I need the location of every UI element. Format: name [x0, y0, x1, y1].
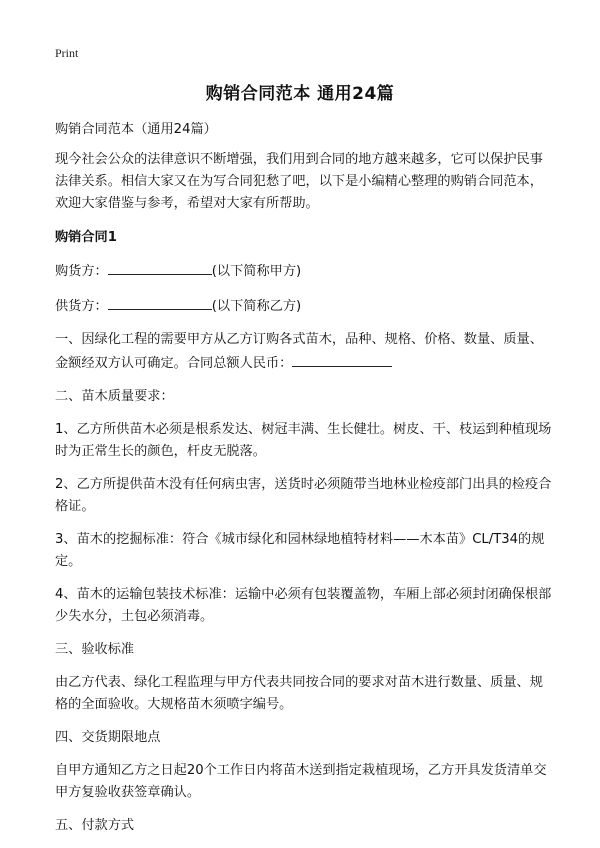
clause-3-body: 由乙方代表、绿化工程监理与甲方代表共同按合同的要求对苗木进行数量、质量、规格的全面验收。大规格苗木须喷字编号。 [55, 675, 543, 712]
clause-4-heading: 四、交货期限地点 [55, 730, 161, 745]
document-body [55, 119, 555, 848]
document-title: 购销合同范本 通用24篇 [205, 84, 395, 104]
clause-2-item-2: 2、乙方所提供苗木没有任何病虫害，送货时必须随带当地林业检疫部门出具的检疫合格证。 [55, 477, 552, 514]
contract-total-blank [292, 351, 392, 367]
print-label: Print [55, 46, 79, 60]
document-subtitle: 购销合同范本（通用24篇） [55, 122, 217, 137]
clause-3-heading: 三、验收标准 [55, 642, 135, 657]
buyer-blank [108, 259, 212, 275]
buyer-label: 购货方： [55, 264, 108, 279]
seller-blank [108, 294, 212, 310]
seller-suffix: (以下简称乙方) [211, 299, 302, 314]
clause-2-item-1: 1、乙方所供苗木必须是根系发达、树冠丰满、生长健壮。树皮、干、枝运到种植现场时为正常生长的颜色，杆皮无脱落。 [55, 422, 552, 459]
seller-line [55, 294, 555, 318]
seller-label: 供货方： [55, 299, 108, 314]
clause-4-body: 自甲方通知乙方之日起20个工作日内将苗木送到指定栽植现场，乙方开具发货清单交甲方复验收获签章确认。 [55, 763, 547, 800]
buyer-suffix: (以下简称甲方) [211, 264, 302, 279]
clause-2-item-3: 3、苗木的挖掘标准：符合《城市绿化和园林绿地植特材料——木本苗》CL/T34的规定。 [55, 532, 545, 569]
intro-paragraph: 现今社会公众的法律意识不断增强，我们用到合同的地方越来越多，它可以保护民事法律关系。相信大家又在为写合同犯愁了吧，以下是小编精心整理的购销合同范本，欢迎大家借鉴与参考，希望对大家有所帮助。 [55, 152, 543, 211]
buyer-line [55, 259, 555, 283]
clause-2-item-4: 4、苗木的运输包装技术标准：运输中必须有包装覆盖物，车厢上部必须封闭确保根部少失水分，土包必须消毒。 [55, 587, 552, 624]
clause-1-text: 一、因绿化工程的需要甲方从乙方订购各式苗木，品种、规格、价格、数量、质量、金额经双方认可确定。合同总额人民币： [55, 332, 543, 371]
clause-5-heading: 五、付款方式 [55, 818, 135, 833]
clause-2-heading: 二、苗木质量要求： [55, 389, 174, 404]
clause-1 [55, 329, 555, 375]
section-heading: 购销合同1 [55, 230, 117, 245]
